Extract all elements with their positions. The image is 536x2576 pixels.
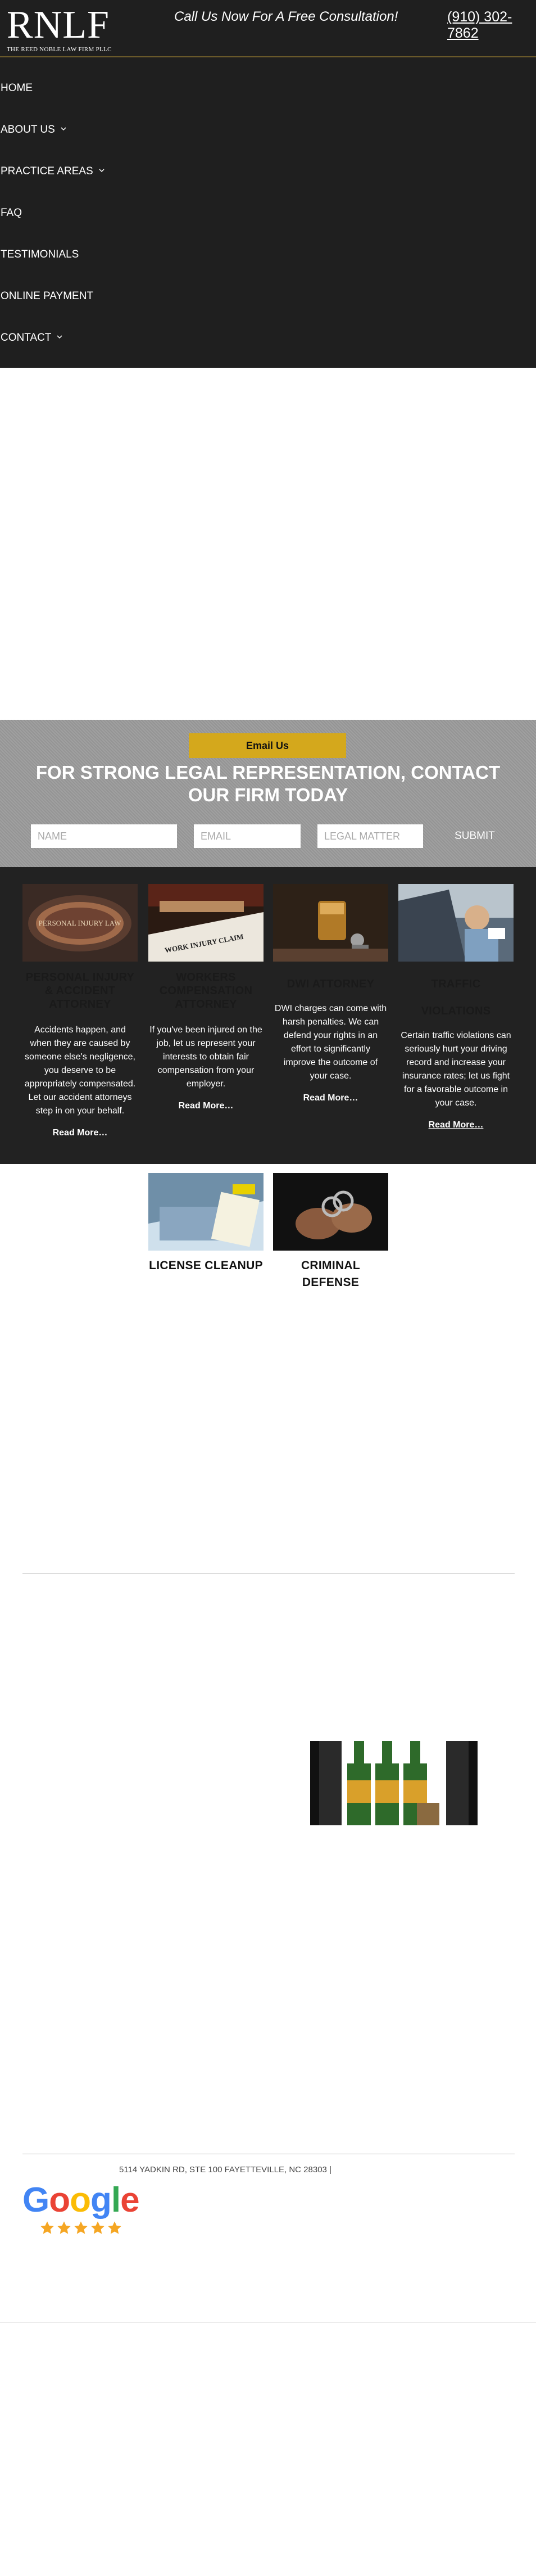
logo-subtitle: THE REED NOBLE LAW FIRM PLLC: [7, 46, 112, 53]
site-logo[interactable]: [7, 3, 125, 54]
nav-item-label: FAQ: [1, 207, 22, 219]
read-more-link[interactable]: Read More…: [428, 1120, 484, 1130]
star-icon: [90, 2220, 106, 2236]
chevron-down-icon: [61, 126, 66, 132]
dwi-image[interactable]: [273, 884, 388, 962]
card-description: DWI charges can come with harsh penalties. We can defend your rights in an effort to significantly improve the outcome of your case.: [274, 1004, 387, 1081]
legal-matter-field[interactable]: LEGAL MATTER: [317, 824, 423, 848]
email-field[interactable]: EMAIL: [194, 824, 301, 848]
nav-item-testimonials[interactable]: [0, 234, 536, 276]
nav-item-label: HOME: [1, 82, 33, 94]
workers-comp-image[interactable]: [148, 884, 264, 962]
email-us-button[interactable]: Email Us: [189, 733, 346, 758]
read-more-link[interactable]: Read More…: [52, 1128, 108, 1138]
chevron-down-icon: [57, 334, 62, 340]
google-logo: Google: [22, 2181, 139, 2219]
nav-item-about-us[interactable]: [0, 109, 536, 151]
name-field[interactable]: NAME: [31, 824, 177, 848]
practice-card-workers-comp: [148, 884, 264, 1111]
practice-card-personal-injury: [22, 884, 138, 1138]
nav-item-home[interactable]: [0, 67, 536, 109]
header-top-bar: [0, 0, 536, 57]
nav-item-label: ONLINE PAYMENT: [1, 290, 94, 302]
submit-button[interactable]: SUBMIT: [435, 824, 514, 848]
star-icon: [56, 2220, 72, 2236]
star-icon: [73, 2220, 89, 2236]
card-title: TRAFFIC VIOLATIONS: [421, 978, 491, 1017]
page-bottom-divider: [0, 2322, 536, 2323]
card-description: Certain traffic violations can seriously hurt your driving record and increase your insurance rates; let us fight for a favorable outcome in your case.: [401, 1031, 511, 1108]
nav-item-contact[interactable]: [0, 317, 536, 359]
card-title: PERSONAL INJURY & ACCIDENT ATTORNEY: [25, 971, 135, 1010]
chevron-down-icon: [99, 168, 105, 173]
license-cleanup-image[interactable]: [148, 1173, 264, 1251]
footer-address: 5114 YADKIN RD, STE 100 FAYETTEVILLE, NC 28303 |: [119, 2165, 331, 2175]
card-description: Accidents happen, and when they are caused by someone else's negligence, you deserve to be appropriately compensated. Let our accident attorneys step in on your behalf.: [24, 1025, 136, 1116]
nav-item-faq[interactable]: [0, 192, 536, 234]
site-header: [0, 0, 536, 368]
nav-item-label: CONTACT: [1, 332, 52, 344]
read-more-link[interactable]: Read More…: [303, 1093, 358, 1103]
card-description: If you've been injured on the job, let us represent your interests to obtain fair compensation from your employer.: [149, 1025, 262, 1089]
practice-areas-section: [0, 867, 536, 1164]
card-title: LICENSE CLEANUP: [149, 1259, 263, 1272]
contact-band: [0, 720, 536, 867]
image-label: PERSONAL INJURY LAW: [38, 919, 121, 927]
header-tagline: Call Us Now For A Free Consultation!: [174, 9, 398, 24]
nav-item-practice-areas[interactable]: [0, 151, 536, 192]
star-rating: [39, 2220, 143, 2236]
nav-item-online-payment[interactable]: [0, 276, 536, 317]
practice-card-traffic-violations: [398, 884, 514, 1130]
logo-mark: RNLF: [7, 3, 110, 47]
nav-item-label: TESTIMONIALS: [1, 249, 79, 260]
star-icon: [107, 2220, 122, 2236]
nav-item-label: ABOUT US: [1, 124, 55, 136]
practice-card-criminal-defense: [273, 1173, 388, 1291]
phone-link[interactable]: (910) 302-7862: [447, 9, 512, 41]
image-label: WORK INJURY CLAIM: [163, 932, 244, 955]
nav-item-label: PRACTICE AREAS: [1, 165, 93, 177]
beer-bottles-image: [310, 1741, 478, 1825]
main-nav: [0, 67, 536, 359]
card-title: WORKERS COMPENSATION ATTORNEY: [159, 971, 253, 1010]
section-divider: [22, 1573, 515, 1574]
traffic-violations-image[interactable]: [398, 884, 514, 962]
star-icon: [39, 2220, 55, 2236]
practice-card-license-cleanup: [148, 1173, 264, 1274]
practice-card-dwi: [273, 884, 388, 1103]
personal-injury-image[interactable]: [22, 884, 138, 962]
read-more-link[interactable]: Read More…: [178, 1101, 234, 1111]
card-title: DWI ATTORNEY: [287, 978, 375, 990]
criminal-defense-image[interactable]: [273, 1173, 388, 1251]
contact-heading: FOR STRONG LEGAL REPRESENTATION, CONTACT OUR FIRM TODAY: [35, 762, 501, 805]
card-title: CRIMINAL DEFENSE: [301, 1259, 361, 1289]
google-reviews-badge[interactable]: [22, 2182, 143, 2238]
